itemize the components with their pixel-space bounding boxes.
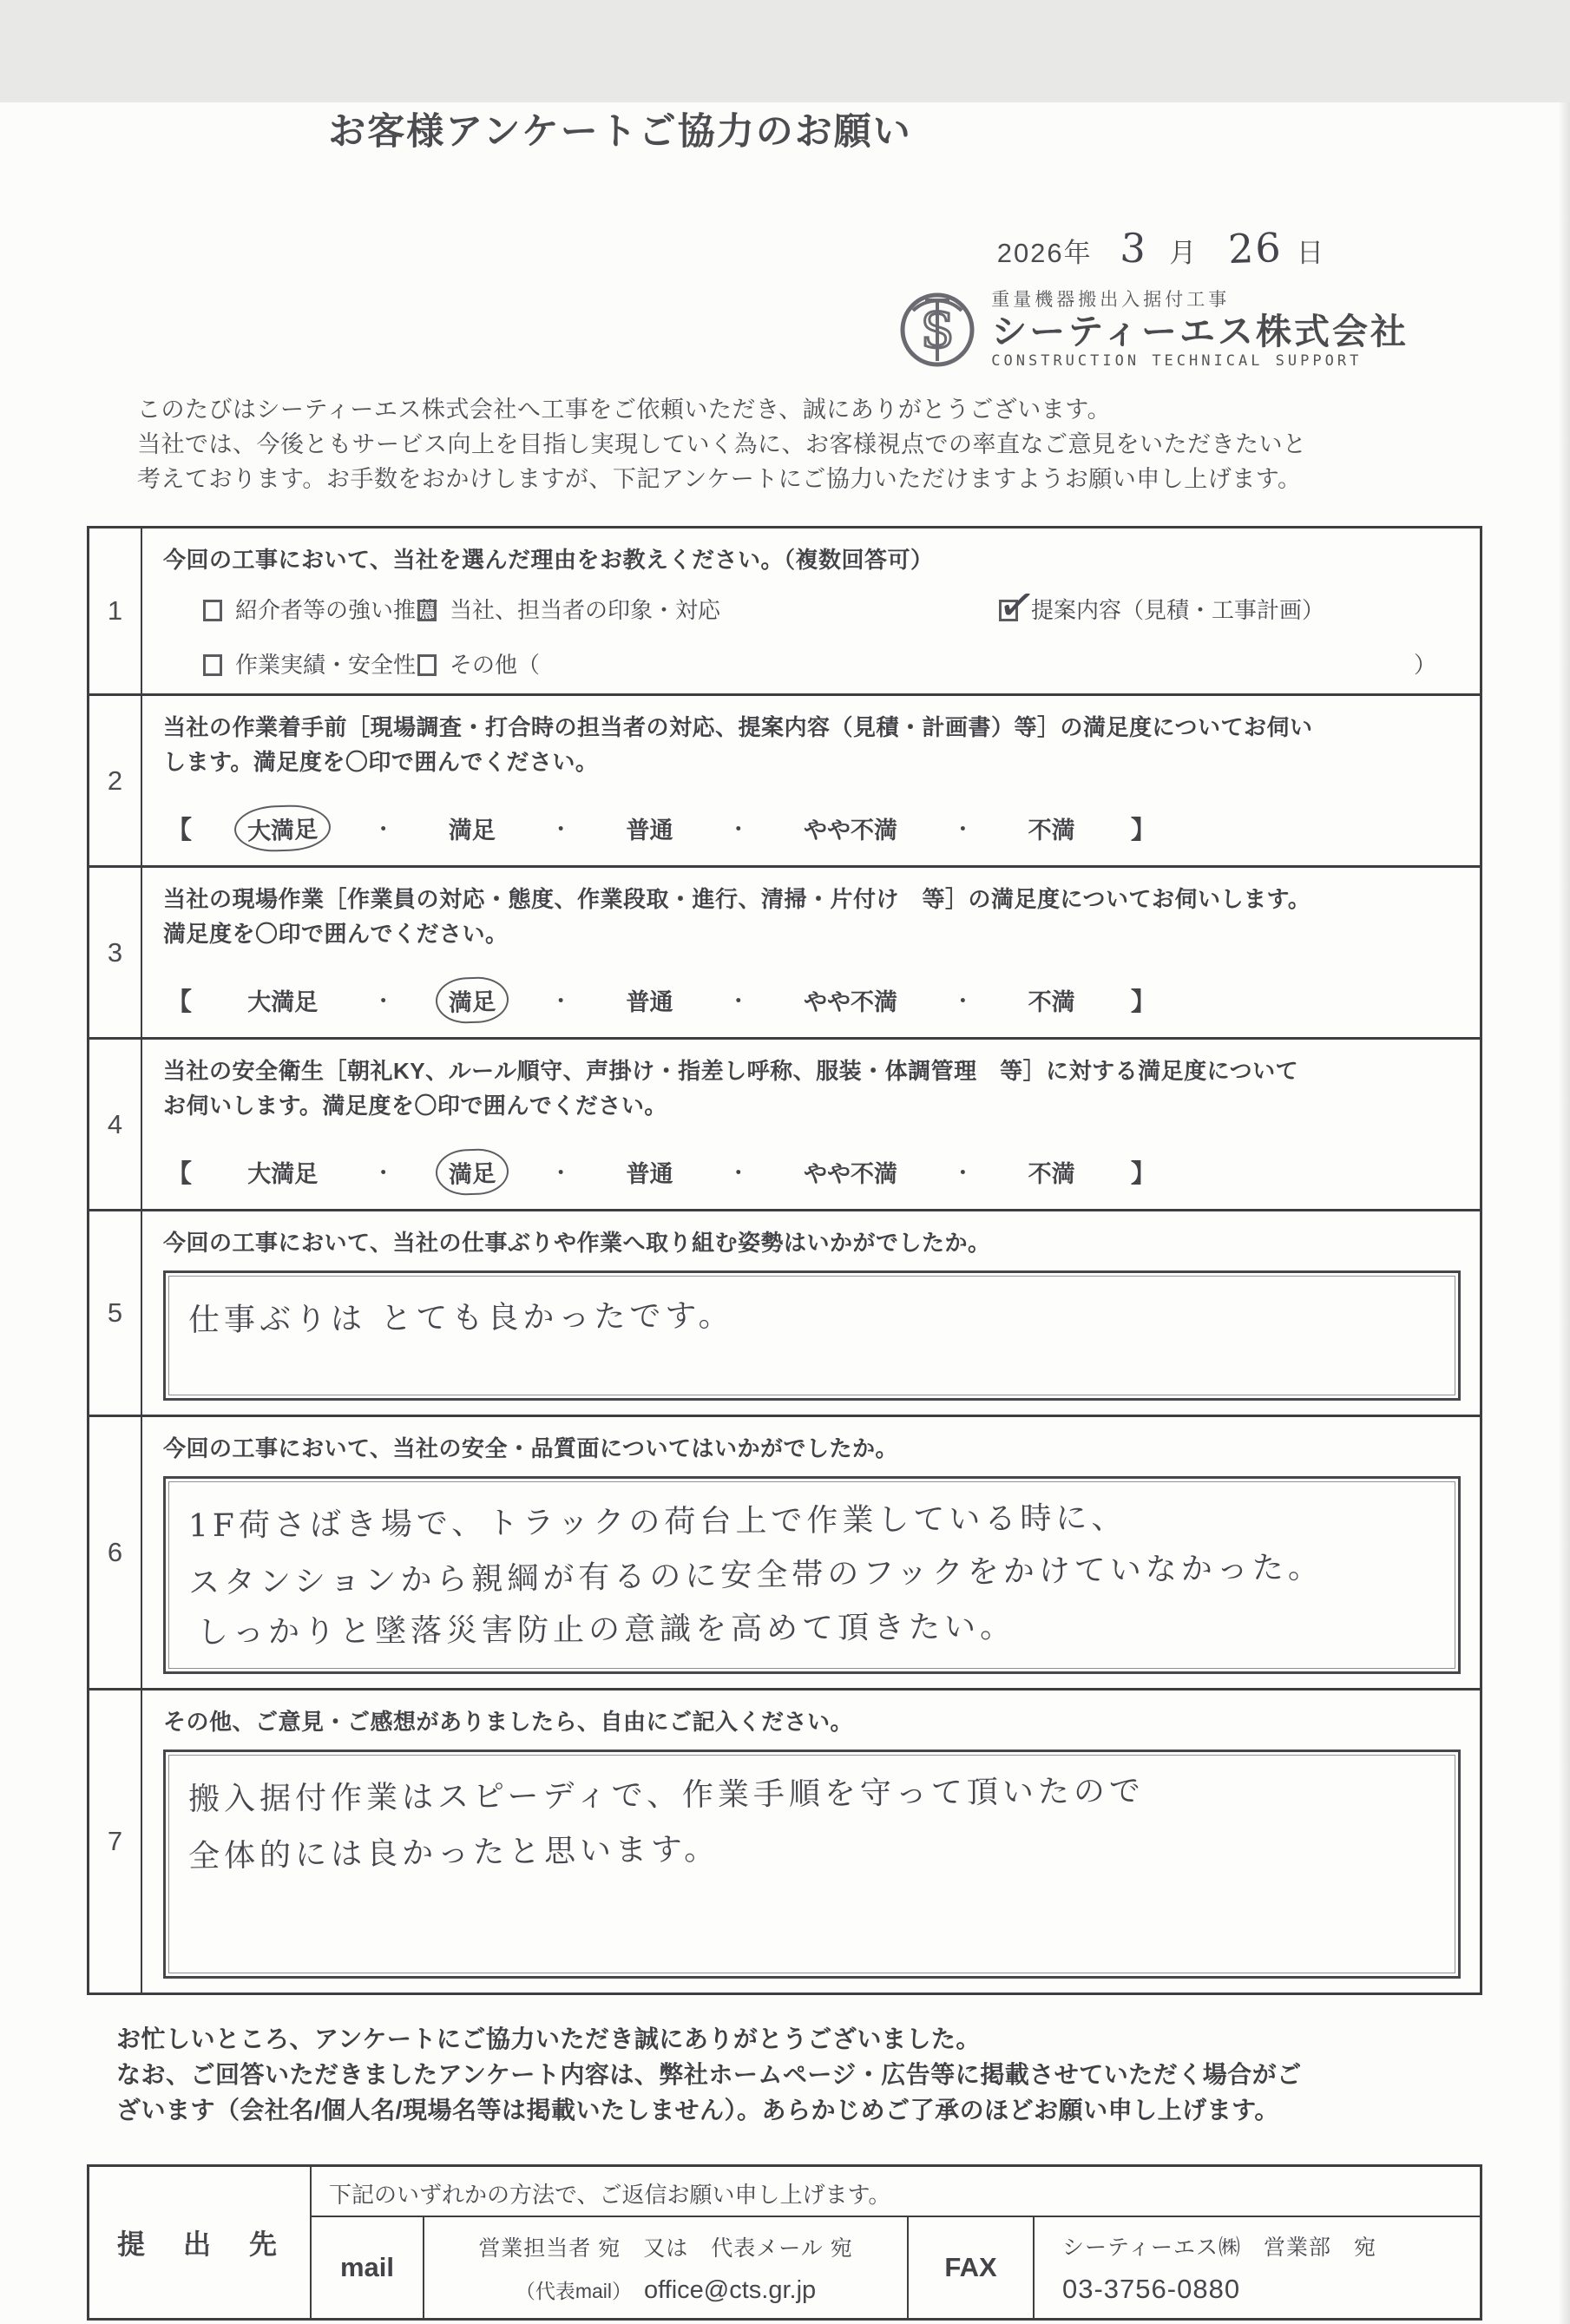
handwritten-answer-line: 1F荷さばき場で、トラックの荷台上で作業している時に、: [187, 1500, 1127, 1545]
option-label: 作業実績・安全性: [235, 652, 417, 679]
checkbox-icon: [203, 654, 222, 676]
rating-option: 不満: [1028, 1161, 1075, 1188]
submission-heading: 提 出 先: [89, 2167, 312, 2318]
question-text: その他、ご意見・ご感想がありましたら、自由にご記入ください。: [163, 1709, 854, 1736]
submission-table: [87, 2164, 1482, 2321]
scale-separator: ・: [551, 990, 571, 1013]
rating-option: 大満足: [247, 989, 319, 1016]
question-text-line: します。満足度を〇印で囲んでください。: [163, 749, 599, 776]
intro-line: このたびはシーティーエス株式会社へ工事をご依頼いただき、誠にありがとうございます。: [137, 397, 1112, 423]
date-month-handwritten: 3: [1119, 223, 1150, 273]
intro-line: 考えております。お手数をおかけしますが、下記アンケートにご協力いただけますようお願い申し上げます。: [137, 466, 1302, 493]
checkbox-icon: [999, 600, 1018, 621]
date-month-suffix: 月: [1169, 238, 1199, 268]
fax-number: 03-3756-0880: [1062, 2274, 1241, 2305]
rating-option: 不満: [1028, 817, 1075, 844]
rating-option: 普通: [626, 1161, 673, 1188]
scale-separator: ・: [551, 1162, 571, 1185]
rating-option: やや不満: [804, 989, 898, 1016]
date-day-suffix: 日: [1297, 238, 1325, 268]
handwritten-answer-line: 全体的には良かったと思います。: [187, 1831, 720, 1875]
question-text-line: お伺いします。満足度を〇印で囲んでください。: [163, 1093, 667, 1119]
closing-note-line: ざいます（会社名/個人名/現場名等は掲載いたしません）。あらかじめご了承のほどお願い申し上げます。: [116, 2097, 1279, 2124]
question-number: 1: [89, 528, 142, 693]
question-number: 4: [89, 1040, 142, 1209]
scale-bracket-close: 】: [1130, 988, 1156, 1017]
question-text-line: 当社の現場作業［作業員の対応・態度、作業段取・進行、清掃・片付け 等］の満足度についてお伺いします。: [163, 886, 1311, 913]
handwritten-answer-line: 搬入据付作業はスピーディで、作業手順を守って頂いたので: [187, 1773, 1146, 1818]
checkbox-icon: [417, 600, 437, 621]
option-label: その他（: [450, 652, 541, 679]
survey-date: [0, 225, 1570, 272]
rating-scale: [167, 977, 1156, 1023]
question-row-6: [89, 1415, 1480, 1688]
scale-separator: ・: [373, 990, 393, 1013]
option-label: 当社、担当者の印象・対応: [450, 597, 721, 624]
scale-separator: ・: [728, 1162, 748, 1185]
scale-separator: ・: [953, 818, 973, 841]
intro-line: 当社では、今後ともサービス向上を目指し実現していく為に、お客様視点での率直なご意見をいただきたいと: [137, 431, 1307, 458]
question-text-line: 満足度を〇印で囲んでください。: [163, 921, 509, 948]
checkbox-icon: [417, 654, 437, 676]
options-grid: [203, 593, 1461, 679]
survey-table: [87, 526, 1482, 1995]
submission-instruction: 下記のいずれかの方法で、ご返信お願い申し上げます。: [312, 2167, 1480, 2217]
rating-option: 満足: [435, 1148, 509, 1197]
closing-note-line: お忙しいところ、アンケートにご協力いただき誠にありがとうございました。: [116, 2025, 981, 2053]
cts-logo-icon: [896, 286, 979, 370]
answer-box: [163, 1270, 1461, 1401]
other-close-paren: ）: [1413, 652, 1436, 679]
option-item: [999, 593, 1461, 625]
date-day-handwritten: 26: [1226, 223, 1284, 273]
scale-bracket-open: 【: [167, 988, 193, 1017]
handwritten-answer-line: スタンションから親綱が有るのに安全帯のフックをかけていなかった。: [187, 1549, 1324, 1602]
option-item: [417, 593, 999, 625]
question-row-2: [89, 693, 1480, 865]
rating-option: やや不満: [804, 817, 898, 844]
svg-text:S: S: [921, 302, 955, 359]
answer-box: [163, 1476, 1461, 1674]
rating-option: 普通: [626, 989, 673, 1016]
mail-label: mail: [312, 2217, 424, 2318]
scale-separator: ・: [953, 1162, 973, 1185]
scale-bracket-close: 】: [1130, 1160, 1156, 1189]
company-subtitle: CONSTRUCTION TECHNICAL SUPPORT: [991, 352, 1363, 371]
question-text: 今回の工事において、当社の仕事ぶりや作業へ取り組む姿勢はいかがでしたか。: [163, 1230, 991, 1257]
fax-cell: [1035, 2217, 1480, 2318]
question-row-1: [89, 528, 1480, 693]
scale-separator: ・: [373, 1162, 393, 1185]
fax-label: FAX: [909, 2217, 1035, 2318]
closing-note-line: なお、ご回答いただきましたアンケート内容は、弊社ホームページ・広告等に掲載させていただく場合がご: [116, 2061, 1302, 2089]
handwritten-answer-line: しっかりと墜落災害防止の意識を高めて頂きたい。: [196, 1609, 1016, 1651]
question-text: [163, 710, 1461, 779]
rating-option: 大満足: [233, 804, 332, 853]
page-title: お客様アンケートご協力のお願い: [328, 111, 912, 153]
rating-scale: [167, 1149, 1156, 1195]
scale-bracket-open: 【: [167, 1160, 193, 1189]
question-number: 2: [89, 696, 142, 865]
rating-option: 普通: [626, 817, 673, 844]
option-item: [203, 593, 439, 625]
mail-cell: [424, 2217, 909, 2318]
question-text: 今回の工事において、当社を選んだ理由をお教えください。（複数回答可）: [163, 547, 934, 574]
scale-bracket-open: 【: [167, 817, 193, 845]
question-text: [163, 882, 1461, 951]
scale-bracket-close: 】: [1130, 817, 1156, 845]
option-label: 紹介者等の強い推薦: [235, 597, 439, 624]
question-text: [163, 1054, 1461, 1123]
company-name: シーティーエス株式会社: [991, 312, 1409, 351]
question-row-5: [89, 1209, 1480, 1415]
option-item: [203, 647, 417, 679]
closing-note: [116, 2021, 1570, 2128]
question-text: 今回の工事において、当社の安全・品質面についてはいかがでしたか。: [163, 1435, 898, 1462]
question-text-line: 当社の作業着手前［現場調査・打合時の担当者の対応、提案内容（見積・計画書）等］の満足度についてお伺い: [163, 714, 1313, 741]
mail-recipient: 営業担当者 宛 又は 代表メール 宛: [478, 2235, 853, 2261]
date-year: 2026年: [996, 238, 1093, 268]
company-tagline: 重量機器搬出入据付工事: [991, 290, 1231, 310]
question-number: 5: [89, 1211, 142, 1415]
mail-address-label: （代表mail）: [515, 2279, 632, 2302]
checkbox-icon: [203, 600, 222, 621]
rating-option: 大満足: [247, 1161, 319, 1188]
question-row-7: [89, 1688, 1480, 1992]
question-number: 7: [89, 1690, 142, 1992]
rating-option: 不満: [1028, 989, 1075, 1016]
scale-separator: ・: [728, 818, 748, 841]
option-label: 提案内容（見積・工事計画）: [1031, 597, 1325, 624]
rating-option: やや不満: [804, 1161, 898, 1188]
question-number: 6: [89, 1417, 142, 1688]
question-row-4: [89, 1037, 1480, 1209]
scale-separator: ・: [373, 818, 393, 841]
scale-separator: ・: [953, 990, 973, 1013]
intro-paragraph: [137, 392, 1570, 496]
company-block: [0, 286, 1570, 370]
option-item-other: [417, 647, 999, 679]
question-number: 3: [89, 868, 142, 1037]
scale-separator: ・: [728, 990, 748, 1013]
fax-recipient: シーティーエス㈱ 営業部 宛: [1062, 2235, 1377, 2261]
rating-scale: [167, 805, 1156, 851]
mail-address: office@cts.gr.jp: [644, 2275, 817, 2304]
scale-separator: ・: [551, 818, 571, 841]
question-text-line: 当社の安全衛生［朝礼KY、ルール順守、声掛け・指差し呼称、服装・体調管理 等］に対する満足度について: [163, 1058, 1299, 1085]
answer-box: [163, 1750, 1461, 1979]
rating-option: 満足: [435, 976, 509, 1025]
handwritten-answer-line: 仕事ぶりは とても良かったです。: [187, 1297, 734, 1339]
question-row-3: [89, 865, 1480, 1037]
rating-option: 満足: [448, 817, 496, 844]
